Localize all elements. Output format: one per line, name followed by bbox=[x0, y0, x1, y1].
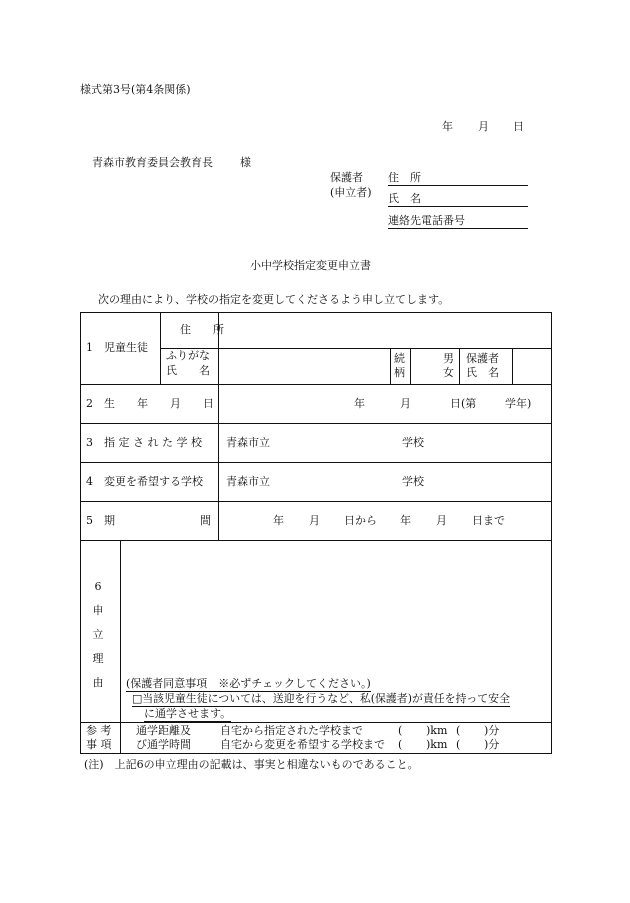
guardian-cell-label: 保護者 bbox=[466, 352, 499, 365]
time2-open: ( bbox=[456, 738, 461, 751]
guardian-name-field[interactable] bbox=[388, 192, 528, 207]
birth-year: 年 bbox=[354, 397, 365, 410]
period-end-day: 日まで bbox=[472, 514, 505, 527]
relation-label-1: 続 bbox=[394, 352, 405, 365]
designated-school-suffix: 学校 bbox=[402, 436, 424, 449]
date-month: 月 bbox=[478, 120, 489, 133]
guardian-phone-field[interactable] bbox=[388, 214, 528, 229]
commute-label-2: び通学時間 bbox=[136, 738, 191, 751]
designated-school-label: 3 指 定 さ れ た 学 校 bbox=[86, 436, 202, 449]
guardian-phone-label: 連絡先電話番号 bbox=[388, 214, 465, 227]
row4-bottom bbox=[80, 501, 552, 502]
table-border-bottom bbox=[80, 753, 552, 754]
student-name-label: 氏 名 bbox=[166, 364, 210, 377]
distance1-close: )km bbox=[426, 724, 448, 737]
relation-right bbox=[410, 348, 411, 384]
row2-bottom bbox=[80, 423, 552, 424]
commute-to-designated: 自宅から指定された学校まで bbox=[220, 724, 363, 737]
date-year: 年 bbox=[442, 120, 453, 133]
relation-left bbox=[390, 348, 391, 384]
birthdate-label: 2 生 年 月 日 bbox=[86, 397, 214, 410]
table-border-left bbox=[80, 312, 81, 754]
time1-input[interactable] bbox=[464, 723, 484, 737]
consent-checkbox-line1[interactable]: □当該児童生徒については、送迎を行うなど、私(保護者)が責任を持って安全 bbox=[132, 692, 510, 705]
guardian-name-label: 氏 名 bbox=[388, 192, 421, 205]
commute-to-desired: 自宅から変更を希望する学校まで bbox=[220, 738, 385, 751]
commute-label-1: 通学距離及 bbox=[136, 724, 191, 737]
row1-col-divider bbox=[160, 312, 161, 384]
guardian-name-input[interactable] bbox=[513, 349, 550, 383]
guardian-label: 保護者 bbox=[330, 171, 363, 184]
desired-school-label: 4 変更を希望する学校 bbox=[86, 475, 203, 488]
form-number: 様式第3号(第4条関係) bbox=[80, 83, 191, 96]
desired-school-suffix: 学校 bbox=[402, 475, 424, 488]
reference-label-2: 事 項 bbox=[86, 738, 112, 751]
period-label-right: 間 bbox=[200, 514, 211, 527]
reason-textarea[interactable] bbox=[122, 542, 550, 674]
period-start-day: 日から bbox=[344, 514, 377, 527]
reason-label-char-5: 由 bbox=[92, 676, 104, 689]
document-title: 小中学校指定変更申立書 bbox=[250, 259, 371, 272]
birth-month: 月 bbox=[400, 397, 411, 410]
student-label: 1 児童生徒 bbox=[86, 341, 148, 354]
period-start-year: 年 bbox=[273, 514, 284, 527]
consent-heading: (保護者同意事項 ※必ずチェックしてください。) bbox=[126, 677, 371, 690]
row5-bottom bbox=[80, 540, 552, 541]
desired-school-input[interactable] bbox=[290, 464, 398, 498]
period-end-month: 月 bbox=[436, 514, 447, 527]
distance1-input[interactable] bbox=[406, 723, 426, 737]
desired-school-city: 青森市立 bbox=[226, 475, 270, 488]
time2-close: )分 bbox=[484, 738, 500, 751]
sex-male-option[interactable]: 男 bbox=[443, 352, 454, 365]
birth-grade: 学年) bbox=[505, 397, 532, 410]
student-address-input[interactable] bbox=[219, 313, 550, 347]
row6-label-divider bbox=[120, 540, 121, 754]
student-address-label: 住 所 bbox=[180, 323, 224, 336]
guardian-address-field[interactable] bbox=[388, 171, 528, 186]
period-end-year: 年 bbox=[400, 514, 411, 527]
designated-school-city: 青森市立 bbox=[226, 436, 270, 449]
sex-right bbox=[459, 348, 460, 384]
addressee-name: 青森市教育委員会教育長 bbox=[92, 156, 213, 169]
time1-close: )分 bbox=[484, 724, 500, 737]
row1-bottom bbox=[80, 384, 552, 385]
student-name-input[interactable] bbox=[219, 349, 389, 383]
intro-text: 次の理由により、学校の指定を変更してくださるよう申し立てします。 bbox=[98, 293, 450, 306]
table-border-right bbox=[551, 312, 552, 754]
relation-label-2: 柄 bbox=[394, 366, 405, 379]
reason-label-char-1: 6 bbox=[94, 580, 102, 593]
distance2-input[interactable] bbox=[406, 737, 426, 751]
birth-day: 日(第 bbox=[450, 397, 477, 410]
time1-open: ( bbox=[456, 724, 461, 737]
reason-label-char-4: 理 bbox=[92, 652, 104, 665]
guardian-address-label: 住 所 bbox=[388, 171, 421, 184]
addressee-honorific: 様 bbox=[240, 156, 251, 169]
reason-label-char-3: 立 bbox=[92, 628, 104, 641]
reference-label-1: 参 考 bbox=[86, 724, 112, 737]
distance1-open: ( bbox=[398, 724, 403, 737]
designated-school-input[interactable] bbox=[290, 425, 398, 459]
reason-label-char-2: 申 bbox=[92, 604, 104, 617]
guardian-name-cell-label: 氏 名 bbox=[466, 366, 499, 379]
distance2-open: ( bbox=[398, 738, 403, 751]
consent-line2: に通学させます。 bbox=[144, 707, 232, 720]
guardian-label-applicant: (申立者) bbox=[330, 186, 372, 199]
period-label-left: 5 期 bbox=[86, 514, 115, 527]
application-table bbox=[80, 312, 552, 754]
date-day: 日 bbox=[513, 120, 524, 133]
sex-female-option[interactable]: 女 bbox=[443, 366, 454, 379]
time2-input[interactable] bbox=[464, 737, 484, 751]
footnote: (注) 上記6の申立理由の記載は、事実と相違ないものであること。 bbox=[84, 758, 419, 771]
period-start-month: 月 bbox=[309, 514, 320, 527]
furigana-label: ふりがな bbox=[166, 349, 210, 362]
row3-bottom bbox=[80, 462, 552, 463]
distance2-close: )km bbox=[426, 738, 448, 751]
